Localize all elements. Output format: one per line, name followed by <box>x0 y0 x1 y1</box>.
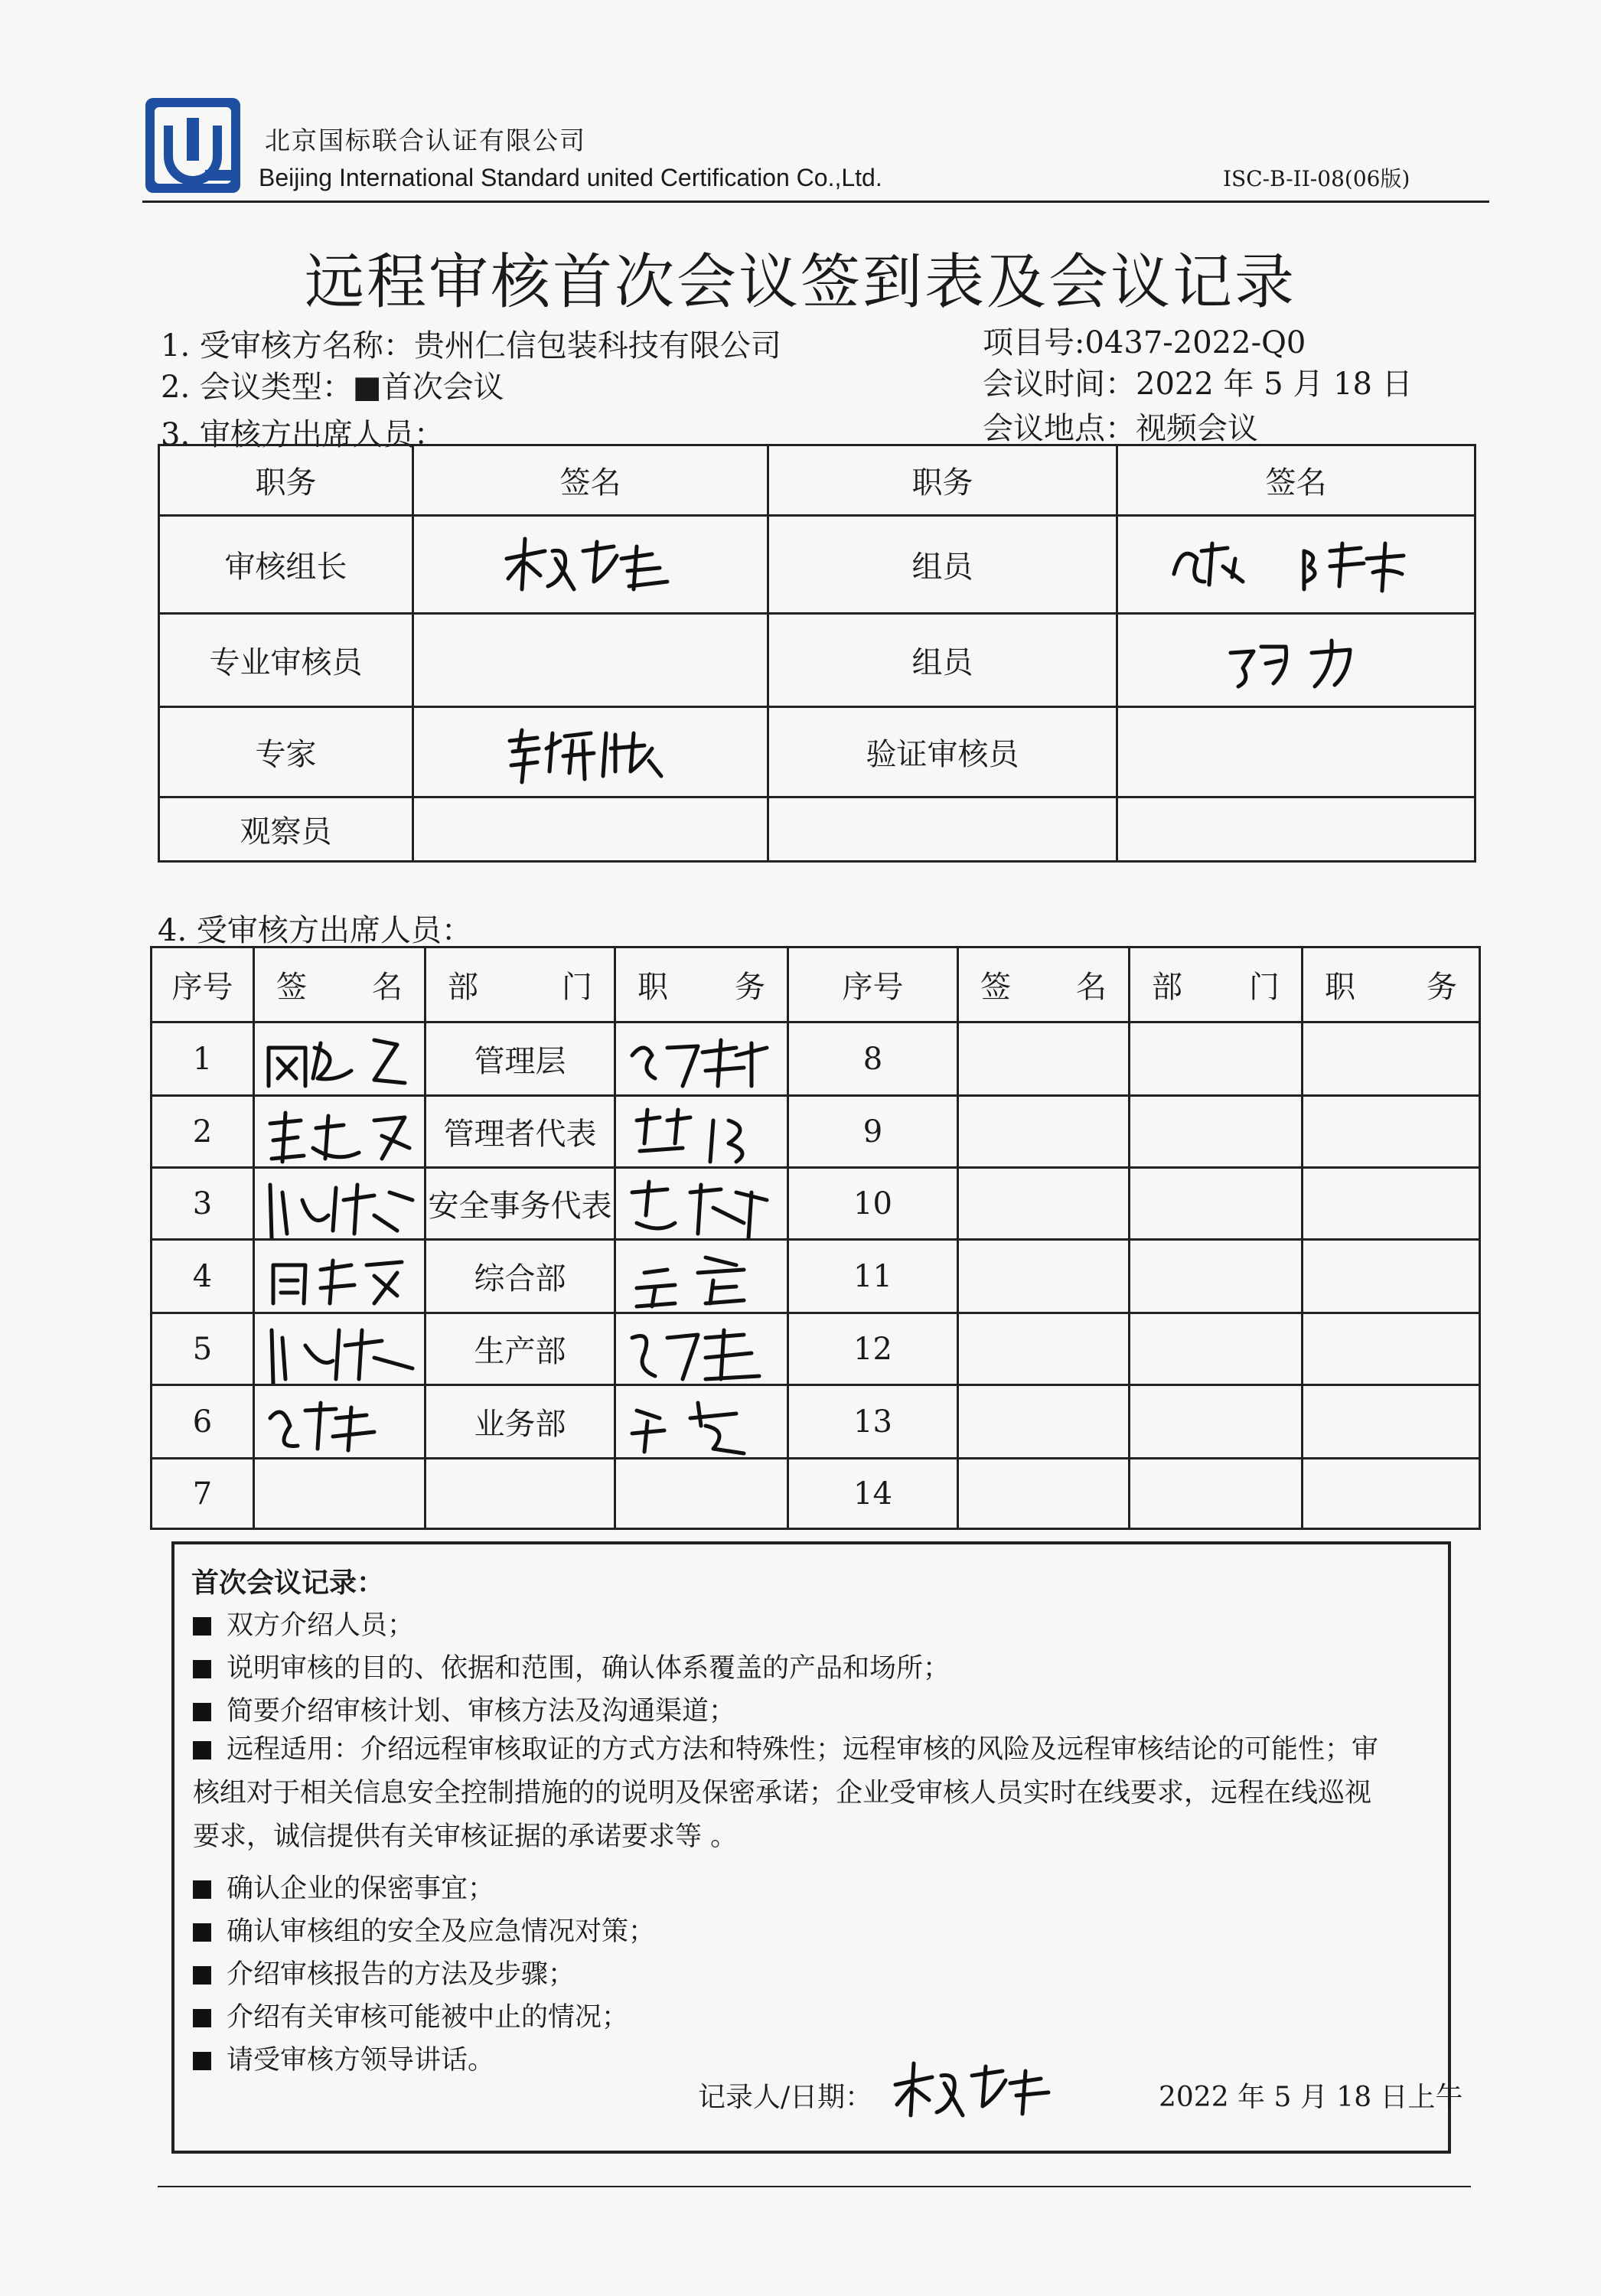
handwritten-signature <box>259 1388 420 1456</box>
position-cell <box>1303 1022 1480 1096</box>
signature-cell <box>254 1385 426 1459</box>
signature-cell <box>254 1096 426 1168</box>
handwritten-signature <box>1220 630 1373 691</box>
department-cell: 管理者代表 <box>426 1096 615 1168</box>
record-item: 介绍审核报告的方法及步骤； <box>193 1953 575 1991</box>
department-cell <box>1130 1459 1303 1529</box>
record-item: 介绍有关审核可能被中止的情况； <box>193 1996 628 2034</box>
signature-cell <box>254 1240 426 1313</box>
signature-cell <box>958 1096 1130 1168</box>
header-divider <box>142 201 1489 203</box>
record-item: 确认企业的保密事宜； <box>193 1867 494 1906</box>
handwritten-signature <box>499 718 683 787</box>
audit-team-table <box>158 444 1476 863</box>
position-cell <box>1303 1313 1480 1385</box>
col-header-position: 职 务 <box>615 947 788 1022</box>
position-cell <box>1303 1240 1480 1313</box>
signature-cell <box>958 1022 1130 1096</box>
page-title: 远程审核首次会议签到表及会议记录 <box>304 248 1296 317</box>
col-header-department: 部 门 <box>1130 947 1303 1022</box>
record-item: 双方介绍人员； <box>193 1604 414 1642</box>
handwritten-position <box>621 1242 782 1311</box>
position-cell <box>1303 1459 1480 1529</box>
signature-cell <box>254 1168 426 1240</box>
signature-cell <box>413 516 768 614</box>
role-cell: 组员 <box>768 614 1117 707</box>
meeting-time: 会议时间：2022 年 5 月 18 日 <box>983 367 1413 402</box>
form-code: ISC-B-II-08(06版) <box>1223 166 1410 191</box>
department-cell: 管理层 <box>426 1022 615 1096</box>
bullet-square-icon <box>193 1923 211 1942</box>
department-cell: 综合部 <box>426 1240 615 1313</box>
role-cell: 观察员 <box>159 797 413 862</box>
company-name-cn: 北京国标联合认证有限公司 <box>265 126 586 155</box>
signature-cell <box>958 1168 1130 1240</box>
role-cell: 组员 <box>768 516 1117 614</box>
bullet-square-icon <box>193 1880 211 1899</box>
signature-cell <box>1117 516 1475 614</box>
auditor-attendees-label: 3. 审核方出席人员： <box>161 417 445 452</box>
signature-cell <box>1117 707 1475 797</box>
handwritten-position <box>621 1169 782 1238</box>
bullet-square-icon <box>193 1703 211 1721</box>
col-header-position: 职 务 <box>1303 947 1480 1022</box>
record-item-remote: 远程适用：介绍远程审核取证的方式方法和特殊性；远程审核的风险及远程审核结论的可能性；审 核组对于相关信息安全控制措施的的说明及保密承诺；企业受审核人员实时在线要求，远程在线巡视 要求，诚信提供有关审核证据的承诺要求等 。 <box>193 1734 1379 1852</box>
position-cell <box>615 1096 788 1168</box>
table-row <box>152 1313 1480 1385</box>
signature-cell <box>254 1313 426 1385</box>
handwritten-position <box>621 1388 782 1456</box>
row-number-cell: 10 <box>788 1168 958 1240</box>
bisc-logo-icon <box>142 95 243 196</box>
col-header-signature: 签名 <box>413 445 768 516</box>
signature-cell <box>1117 614 1475 707</box>
bullet-square-icon <box>193 1660 211 1678</box>
col-header-signature: 签 名 <box>254 947 426 1022</box>
table-row <box>152 1022 1480 1096</box>
record-date: 2022 年 5 月 18 日上午 <box>1159 2082 1463 2113</box>
department-cell <box>1130 1313 1303 1385</box>
department-cell <box>1130 1385 1303 1459</box>
signature-cell <box>254 1459 426 1529</box>
table-row <box>152 1168 1480 1240</box>
row-number-cell: 12 <box>788 1313 958 1385</box>
role-cell: 验证审核员 <box>768 707 1117 797</box>
position-cell <box>615 1313 788 1385</box>
col-header-role: 职务 <box>159 445 413 516</box>
meeting-place: 会议地点：视频会议 <box>983 411 1258 446</box>
auditee-attendees-label: 4. 受审核方出席人员： <box>158 913 472 948</box>
col-header-no: 序号 <box>788 947 958 1022</box>
position-cell <box>1303 1096 1480 1168</box>
col-header-no: 序号 <box>152 947 254 1022</box>
signature-cell <box>413 707 768 797</box>
table-row <box>152 1459 1480 1529</box>
bullet-square-icon <box>193 1966 211 1985</box>
signature-cell <box>413 797 768 862</box>
handwritten-position <box>621 1315 782 1384</box>
position-cell <box>1303 1168 1480 1240</box>
col-header-role: 职务 <box>768 445 1117 516</box>
department-cell: 业务部 <box>426 1385 615 1459</box>
position-cell <box>615 1385 788 1459</box>
footer-divider <box>158 2186 1471 2187</box>
position-cell <box>615 1459 788 1529</box>
row-number-cell: 11 <box>788 1240 958 1313</box>
row-number-cell: 5 <box>152 1313 254 1385</box>
record-item: 请受审核方领导讲话。 <box>193 2039 494 2077</box>
bullet-square-icon <box>193 2052 211 2070</box>
record-item: 说明审核的目的、依据和范围，确认体系覆盖的产品和场所； <box>193 1647 950 1685</box>
row-number-cell: 1 <box>152 1022 254 1096</box>
role-cell <box>768 797 1117 862</box>
row-number-cell: 7 <box>152 1459 254 1529</box>
row-number-cell: 8 <box>788 1022 958 1096</box>
bullet-square-icon <box>193 1741 211 1760</box>
signature-cell <box>1117 797 1475 862</box>
row-number-cell: 14 <box>788 1459 958 1529</box>
bullet-square-icon <box>193 2009 211 2027</box>
signature-cell <box>958 1459 1130 1529</box>
department-cell <box>1130 1022 1303 1096</box>
row-number-cell: 3 <box>152 1168 254 1240</box>
handwritten-signature <box>259 1169 420 1238</box>
row-number-cell: 13 <box>788 1385 958 1459</box>
department-cell <box>426 1459 615 1529</box>
signature-cell <box>958 1313 1130 1385</box>
signature-cell <box>958 1240 1130 1313</box>
row-number-cell: 2 <box>152 1096 254 1168</box>
handwritten-signature <box>259 1315 420 1384</box>
table-row <box>152 1240 1480 1313</box>
handwritten-signature <box>259 1025 420 1094</box>
handwritten-signature <box>1159 528 1434 602</box>
handwritten-signature <box>259 1097 420 1166</box>
auditee-attendees-table <box>150 946 1481 1530</box>
department-cell: 安全事务代表 <box>426 1168 615 1240</box>
position-cell <box>615 1022 788 1096</box>
record-item: 确认审核组的安全及应急情况对策； <box>193 1910 655 1949</box>
recorder-label: 记录人/日期： <box>698 2082 873 2113</box>
department-cell: 生产部 <box>426 1313 615 1385</box>
col-header-department: 部 门 <box>426 947 615 1022</box>
role-cell: 专业审核员 <box>159 614 413 707</box>
department-cell <box>1130 1168 1303 1240</box>
table-row <box>152 1096 1480 1168</box>
bullet-square-icon <box>193 1617 211 1636</box>
col-header-signature: 签 名 <box>958 947 1130 1022</box>
role-cell: 审核组长 <box>159 516 413 614</box>
position-cell <box>615 1168 788 1240</box>
table-row <box>152 1385 1480 1459</box>
auditee-name: 1. 受审核方名称：贵州仁信包装科技有限公司 <box>161 328 781 364</box>
row-number-cell: 6 <box>152 1385 254 1459</box>
col-header-signature: 签名 <box>1117 445 1475 516</box>
handwritten-signature <box>259 1242 420 1311</box>
handwritten-position <box>621 1097 782 1166</box>
record-item: 简要介绍审核计划、审核方法及沟通渠道； <box>193 1690 735 1728</box>
department-cell <box>1130 1096 1303 1168</box>
project-number: 项目号:0437-2022-Q0 <box>983 325 1306 360</box>
handwritten-signature <box>499 528 683 602</box>
position-cell <box>1303 1385 1480 1459</box>
department-cell <box>1130 1240 1303 1313</box>
company-name-en: Beijing International Standard united Certification Co.,Ltd. <box>259 164 882 191</box>
position-cell <box>615 1240 788 1313</box>
signature-cell <box>958 1385 1130 1459</box>
meeting-type: 2. 会议类型：■首次会议 <box>161 370 504 405</box>
meeting-record-title: 首次会议记录： <box>191 1567 385 1599</box>
handwritten-position <box>621 1025 782 1094</box>
signature-cell <box>254 1022 426 1096</box>
signature-cell <box>413 614 768 707</box>
row-number-cell: 4 <box>152 1240 254 1313</box>
role-cell: 专家 <box>159 707 413 797</box>
row-number-cell: 9 <box>788 1096 958 1168</box>
recorder-signature <box>888 2051 1064 2128</box>
